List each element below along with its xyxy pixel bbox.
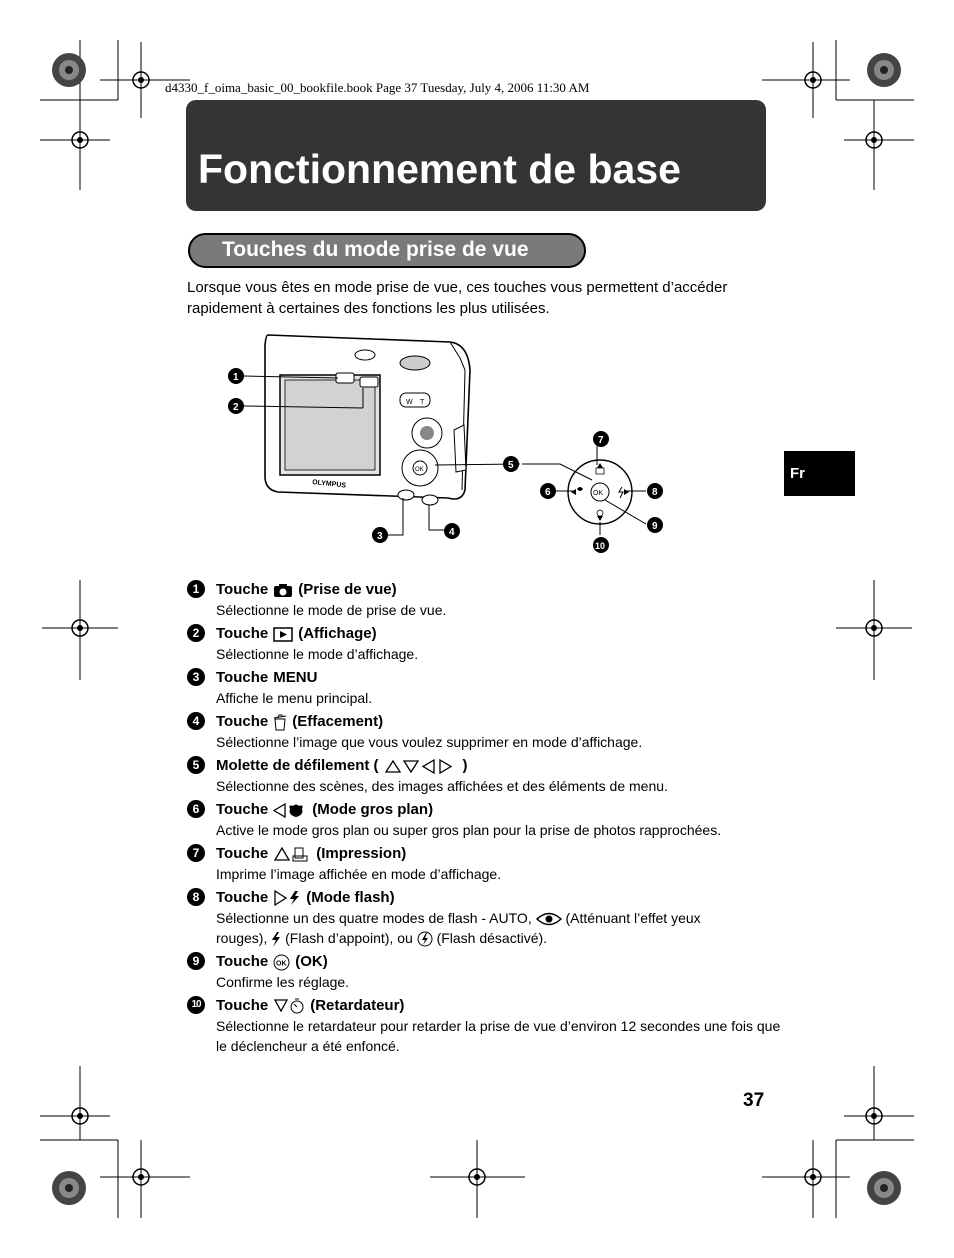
item-title-prefix: Touche (216, 953, 269, 970)
list-item (187, 756, 787, 796)
item-title (216, 712, 787, 732)
item-number: 6 (187, 800, 205, 818)
zoom-t-label: T (420, 399, 425, 406)
svg-text:7: 7 (598, 435, 604, 446)
item-description: Affiche le menu principal. (216, 690, 373, 706)
list-item (187, 624, 787, 664)
list-item (187, 580, 787, 620)
list-item (187, 952, 787, 992)
item-title (216, 624, 787, 644)
list-item (187, 712, 787, 752)
item-title (216, 756, 787, 776)
item-number: 4 (187, 712, 205, 730)
intro-paragraph: Lorsque vous êtes en mode prise de vue, ces touches vous permettent d’accéder rapidement à certaines des fonctions les plus utilisées. (187, 279, 728, 317)
item-description: Imprime l’image affichée en mode d’affichage. (216, 866, 502, 882)
item-title-prefix: Touche (216, 801, 269, 818)
item-number: 9 (187, 952, 205, 970)
svg-text:10: 10 (595, 541, 606, 551)
list-item (187, 844, 787, 884)
button-list (187, 580, 787, 1060)
title-banner (186, 100, 766, 211)
desc-part: rouges), (216, 930, 268, 946)
item-title-suffix: (Impression) (316, 845, 407, 862)
item-title-suffix: ) (462, 757, 468, 774)
item-title-suffix: (Effacement) (292, 713, 384, 730)
camera-icon (273, 583, 293, 598)
svg-text:3: 3 (377, 531, 383, 542)
item-number: 1 (187, 580, 205, 598)
brand-label: OLYMPUS (311, 479, 347, 490)
item-title-suffix: (Prise de vue) (298, 581, 397, 598)
list-item (187, 996, 787, 1056)
item-title (216, 996, 787, 1016)
item-title-prefix: Touche (216, 581, 269, 598)
control-dial-detail (568, 460, 632, 524)
item-description: Confirme les réglage. (216, 974, 350, 990)
desc-part: (Atténuant l’effet yeux (565, 910, 701, 926)
camera-body (265, 335, 470, 505)
file-header-line: d4330_f_oima_basic_00_bookfile.book Page 37 Tuesday, July 4, 2006 11:30 AM (165, 80, 590, 95)
camera-diagram (220, 330, 680, 560)
menu-label: MENU (273, 669, 318, 686)
item-title-suffix: (Retardateur) (310, 997, 405, 1014)
item-description: Sélectionne le mode d’affichage. (216, 646, 419, 662)
item-title (216, 580, 787, 600)
item-number: 3 (187, 668, 205, 686)
item-title-suffix: (OK) (295, 953, 328, 970)
list-item (187, 668, 787, 708)
svg-text:8: 8 (652, 487, 658, 498)
macro-icon (273, 803, 307, 818)
print-icon (273, 846, 311, 862)
item-title-suffix: (Mode flash) (306, 889, 395, 906)
svg-text:1: 1 (233, 372, 239, 383)
svg-text:5: 5 (508, 460, 514, 471)
desc-part: (Flash désactivé). (436, 930, 548, 946)
item-number: 8 (187, 888, 205, 906)
item-title-prefix: Touche (216, 997, 269, 1014)
item-title (216, 888, 787, 908)
item-title (216, 952, 787, 972)
ok-label: OK (593, 490, 604, 497)
section-heading (188, 233, 586, 268)
item-title-prefix: Touche (216, 625, 269, 642)
item-number: 7 (187, 844, 205, 862)
svg-text:OK: OK (415, 467, 424, 473)
language-tab: Fr (784, 451, 855, 496)
svg-text:2: 2 (233, 402, 239, 413)
red-eye-icon (536, 912, 562, 926)
trash-icon (273, 714, 287, 731)
item-title (216, 844, 787, 864)
svg-text:6: 6 (545, 487, 551, 498)
flash-off-icon (417, 931, 433, 947)
item-description: Sélectionne des scènes, des images affichées et des éléments de menu. (216, 778, 668, 794)
zoom-w-label: W (406, 399, 413, 406)
list-item (187, 800, 787, 840)
page-number: 37 (743, 1090, 765, 1111)
item-number: 2 (187, 624, 205, 642)
ok-icon (273, 954, 290, 971)
item-title-prefix: Touche (216, 713, 269, 730)
item-number: 5 (187, 756, 205, 774)
item-description: Sélectionne le mode de prise de vue. (216, 602, 447, 618)
item-description: Sélectionne le retardateur pour retarder la prise de vue d’environ 12 secondes une fois que le déclencheur a été enfoncé. (216, 1018, 781, 1054)
item-title-suffix: (Affichage) (298, 625, 377, 642)
item-title (216, 800, 787, 820)
flash-icon (271, 932, 281, 947)
playback-icon (273, 627, 293, 642)
desc-part: Sélectionne un des quatre modes de flash - AUTO, (216, 910, 532, 926)
section-title: Touches du mode prise de vue (222, 238, 529, 261)
list-item (187, 888, 787, 948)
svg-text:9: 9 (652, 521, 658, 532)
item-description: Sélectionne l’image que vous voulez supprimer en mode d’affichage. (216, 734, 643, 750)
item-description: Active le mode gros plan ou super gros plan pour la prise de photos rapprochées. (216, 822, 722, 838)
desc-part: (Flash d’appoint), ou (285, 930, 413, 946)
flash-icon (273, 890, 301, 906)
item-title-prefix: Touche (216, 889, 269, 906)
self-timer-icon (273, 998, 305, 1014)
item-description (216, 908, 787, 948)
svg-text:4: 4 (449, 527, 455, 538)
item-title-prefix: Touche (216, 845, 269, 862)
item-title-prefix: Molette de défilement ( (216, 757, 379, 774)
item-title-prefix: Touche (216, 669, 269, 686)
item-title-suffix: (Mode gros plan) (312, 801, 434, 818)
svg-text:OK: OK (276, 960, 287, 967)
arrow-icons (384, 759, 458, 774)
page-title: Fonctionnement de base (198, 146, 681, 192)
item-number: 10 (187, 996, 205, 1014)
item-title (216, 668, 787, 688)
